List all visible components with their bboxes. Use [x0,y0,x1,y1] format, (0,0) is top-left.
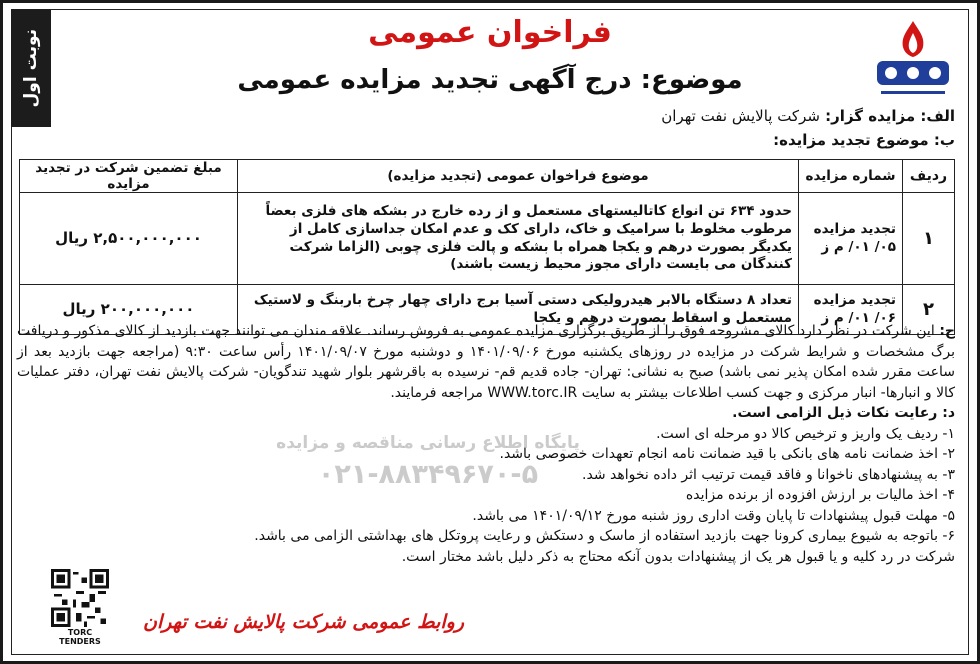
page-subtitle: موضوع: درج آگهی تجدید مزایده عمومی [237,65,743,95]
auction-table [19,159,955,335]
section-a [661,107,955,125]
qr-caption: TORC TENDERS [59,628,101,646]
notice-body [17,321,955,567]
header-number: شماره مزایده [799,160,903,193]
watermark-phone: ۰۲۱-۸۸۳۴۹۶۷۰-۵ [317,459,539,490]
list-item: ۲- اخذ ضمانت نامه های بانکی با قید ضمانت نامه انجام تعهدات خصوصی باشد. [499,446,955,462]
auction-subject: تعداد ۸ دستگاه بالابر هیدرولیکی دستی آسیا برج دارای چهار چرخ باربنگ و لاستیک مستعمل و اسقاط بصورت درهم و یکجا [238,285,799,335]
list-item: ۳- به پیشنهادهای ناخوانا و فاقد قیمت ترتیب اثر داده نخواهد شد. [582,466,955,483]
watermark-line-1: پایگاه اطلاع رسانی مناقصه و مزایده [276,433,580,453]
auction-number: تجدید مزایده ۰۵/ ۰۱/ م ز [799,193,903,285]
list-item: ۶- باتوجه به شیوع بیماری کرونا جهت بازدید استفاده از ماسک و دستکش و رعایت پروتکل های بهداشتی الزامی می باشد. [254,528,955,544]
list-item: ۱- ردیف یک واریز و ترخیص کالا دو مرحله ای است. [656,425,955,442]
section-b-label: ب: موضوع تجدید مزایده: [773,131,955,149]
list-item: ۴- اخذ مالیات بر ارزش افزوده از برنده مزایده [685,487,955,503]
guarantee-amount: ۲,۵۰۰,۰۰۰,۰۰۰ ریال [20,193,238,285]
page-title: فراخوان عمومی [368,15,612,50]
section-c [17,321,955,403]
list-item: شرکت در رد کلیه و یا قبول هر یک از پیشنهادات بدون آنکه محتاج به ذکر دلیل باشد مختار است. [401,548,955,565]
section-c-label: ج: [939,323,956,339]
section-b [773,131,955,149]
row-index: ۱ [903,193,955,285]
footer-signature: روابط عمومی شرکت پالایش نفت تهران [143,611,465,633]
auction-number: تجدید مزایده ۰۶/ ۰۱/ م ز [799,285,903,335]
auction-subject: حدود ۶۳۴ تن انواع کاتالیستهای مستعمل و از رده خارج در بشکه های فلزی بعضاً مرطوب مخلوط با سرامیک و خاک، دارای کک و عدم امکان جداسازی کامل از یکدیگر بصورت درهم و یکجا همراه با بشکه و پالت فلزی چوبی (الزاما شرکت کنندگان می بایست دارای مجوز محیط زیست باشند) [238,193,799,285]
header-row: ردیف [903,160,955,193]
list-item: ۵- مهلت قبول پیشنهادات تا پایان وقت اداری روز شنبه مورخ ۱۴۰۱/۰۹/۱۲ می باشد. [472,507,955,524]
section-a-label: الف: مزایده گزار: [825,107,955,125]
row-index: ۲ [903,285,955,335]
section-a-value: شرکت پالایش نفت تهران [661,107,820,125]
ribbon-label: نوبت اول [21,28,41,108]
qr-code-icon [51,569,109,627]
table-header-row [20,160,955,193]
table-row [20,193,955,285]
section-c-text: این شرکت در نظر دارد کالای مشروحه فوق را از طریق برگزاری مزایده عمومی به فروش رساند. علاقه مندان می توانند جهت بازدید از کالای مذکور و دریافت برگ مشخصات و شرایط شرکت در مزایده در روزهای یکشنبه مورخ ۱۴۰۱/۰۹/۰۶ و دوشنبه مورخ ۱۴۰۱/۰۹/۰۷ رأس ساعت ۹:۳۰ (مراجعه جهت بازدید بعد از ساعت مقرر شده امکان پذیر نمی باشد) صبح به نشانی: تهران- جاده قدیم قم- نرسیده به باقرشهر بلوار شهید تندگویان- شرکت پالایش نفت تهران، دفتر عملیات کالا و انبارها- انبار مرکزی و جهت کسب اطلاعات بیشتر به سایت WWW.torc.IR مراجعه فرمایند. [17,323,956,401]
guarantee-amount: ۲۰۰,۰۰۰,۰۰۰ ریال [20,285,238,335]
section-d-label: د: رعایت نکات ذیل الزامی است. [732,405,955,421]
header-subject: موضوع فراخوان عمومی (تجدید مزایده) [238,160,799,193]
header-amount: مبلغ تضمین شرکت در تجدید مزایده [20,160,238,193]
